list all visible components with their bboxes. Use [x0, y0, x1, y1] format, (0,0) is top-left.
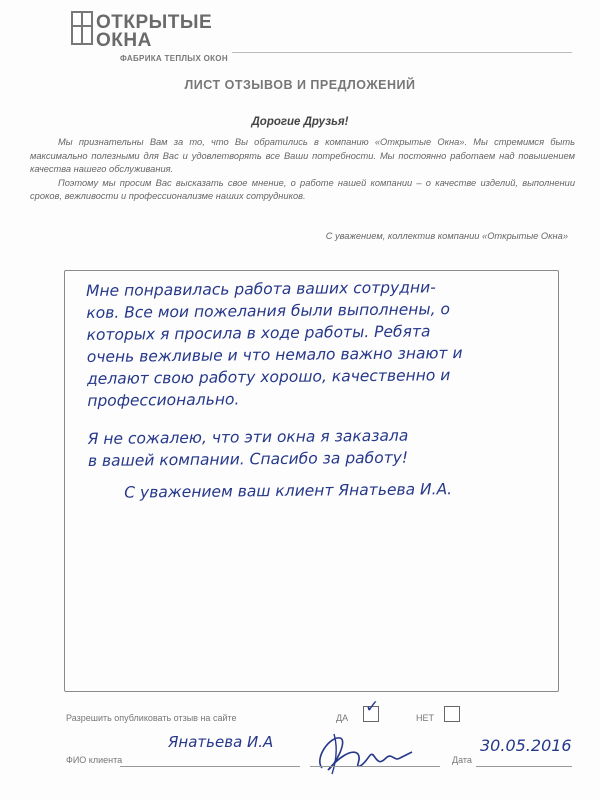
intro-paragraph-1: Мы признательны Вам за то, что Вы обратились в компанию «Открытые Окна». Мы стремимся быть максимально полезными для Вас и удовлетворять все Ваши потребности. Мы постоянно работаем над повышением качества нашего обслуживания. — [30, 137, 575, 174]
client-name-value[interactable]: Янатьева И.А — [168, 733, 274, 751]
company-signature: С уважением, коллектив компании «Открытые Окна» — [325, 231, 568, 241]
logo-text-line1: ОТКРЫТЫЕ — [96, 12, 213, 33]
greeting: Дорогие Друзья! — [251, 116, 349, 128]
date-line — [476, 766, 572, 767]
yes-label: ДА — [336, 713, 349, 723]
header-divider — [232, 52, 572, 53]
logo-tagline: ФАБРИКА ТЕПЛЫХ ОКОН — [120, 54, 228, 63]
company-logo — [70, 6, 230, 70]
form-title: ЛИСТ ОТЗЫВОВ И ПРЕДЛОЖЕНИЙ — [184, 78, 416, 92]
logo-text-line2: ОКНА — [96, 30, 152, 51]
handwritten-review — [86, 275, 558, 504]
window-logo-icon — [70, 10, 94, 46]
review-line: Я не сожалею, что эти окна я заказала — [87, 426, 409, 448]
review-line: очень вежливые и что немало важно знают и — [86, 344, 463, 366]
intro-text — [30, 136, 575, 204]
no-label: НЕТ — [416, 713, 434, 723]
review-line: в вашей компании. Спасибо за работу! — [87, 448, 409, 470]
review-line: делают свою работу хорошо, качественно и — [86, 366, 451, 388]
review-line: ков. Все мои пожелания были выполнены, о — [86, 300, 451, 322]
client-name-line — [120, 766, 300, 767]
date-value[interactable]: 30.05.2016 — [480, 736, 572, 755]
client-name-label: ФИО клиента — [66, 755, 123, 765]
publish-consent-label: Разрешить опубликовать отзыв на сайте — [66, 713, 237, 723]
review-closing: С уважением ваш клиент Янатьева И.А. — [124, 480, 453, 502]
handwritten-signature — [308, 728, 428, 778]
intro-paragraph-2: Поэтому мы просим Вас высказать свое мнение, о работе нашей компании – о качестве изделий, выполнении сроков, вежливости и профессионализме наших сотрудников. — [30, 177, 575, 201]
review-line: Мне понравилась работа ваших сотрудни- — [86, 278, 436, 300]
checkmark-icon: ✓ — [365, 697, 380, 717]
review-line: профессионально. — [87, 390, 240, 410]
signature-line — [310, 766, 440, 767]
no-checkbox[interactable] — [444, 706, 460, 722]
review-line: которых я просила в ходе работы. Ребята — [86, 322, 431, 344]
date-label: Дата — [452, 755, 472, 765]
